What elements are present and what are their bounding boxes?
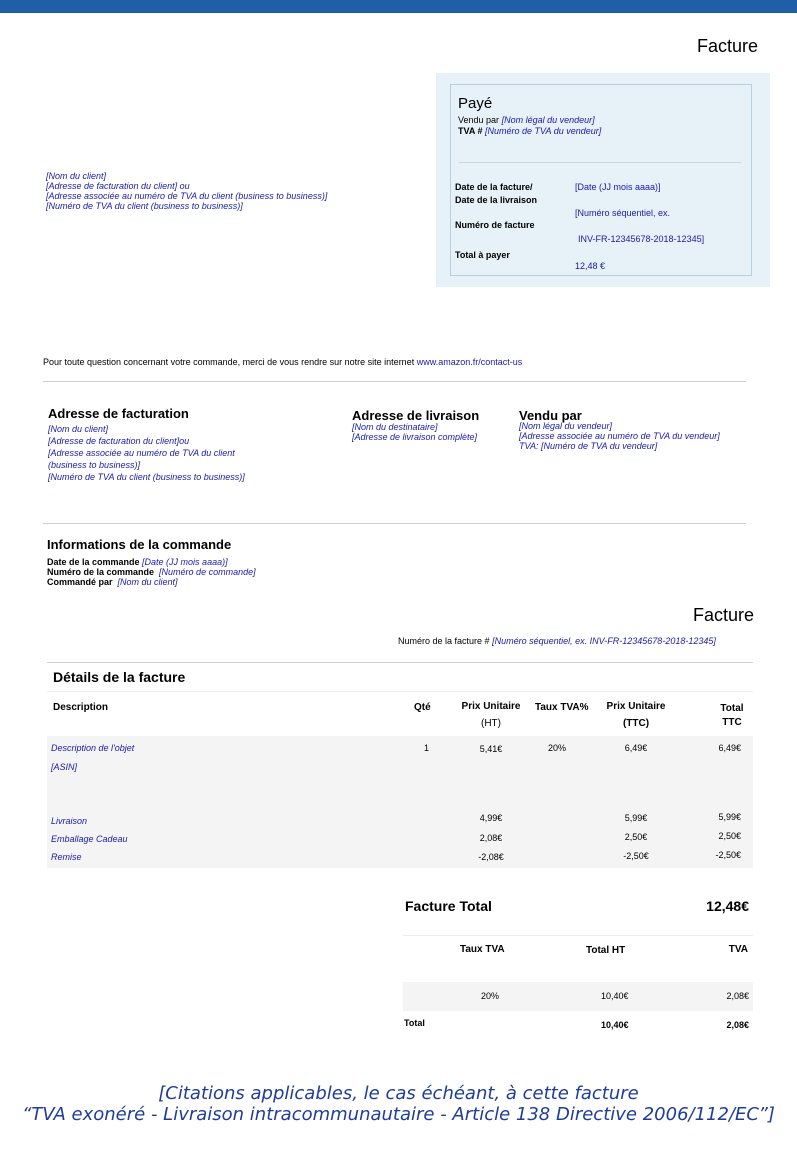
seller-line: [Adresse associée au numéro de TVA du vendeur]	[519, 431, 720, 441]
extra-unit-ht: 4,99€	[479, 813, 503, 823]
billing-address	[48, 423, 245, 483]
ordered-by-value: [Nom du client]	[117, 577, 178, 587]
divider	[47, 691, 753, 692]
col-total-line: TTC	[722, 717, 742, 728]
order-info-title: Informations de la commande	[47, 537, 232, 552]
col-qty: Qté	[414, 702, 431, 713]
payment-status: Payé	[458, 95, 493, 112]
vat-row-rate: 20%	[481, 991, 500, 1001]
shipping-address	[352, 422, 477, 442]
contact-text: Pour toute question concernant votre commande, merci de vous rendre sur notre site internet	[43, 357, 415, 367]
order-number-row	[47, 567, 256, 577]
item-unit-ttc: 6,49€	[624, 743, 648, 753]
item-qty: 1	[424, 743, 430, 753]
col-unit-ht	[455, 701, 527, 729]
paid-vat	[458, 126, 601, 136]
divider	[43, 523, 746, 524]
seller-address	[519, 421, 720, 451]
vat-rate-header: Taux TVA	[460, 944, 505, 955]
extra-total: -2,50€	[715, 850, 741, 860]
seller-line: TVA: [Numéro de TVA du vendeur]	[519, 441, 658, 451]
extra-label: Emballage Cadeau	[51, 834, 128, 844]
invoice-number-label: Numéro de facture	[455, 220, 535, 230]
delivery-date-label: Date de la livraison	[455, 195, 538, 205]
invoice-number-value-cont: INV-FR-12345678-2018-12345]	[578, 234, 705, 244]
ordered-by-row	[47, 577, 256, 587]
extra-unit-ttc: -2,50€	[623, 851, 649, 861]
order-number-value: [Numéro de commande]	[159, 567, 256, 577]
vat-row-ht: 10,40€	[601, 991, 629, 1001]
total-row-label: Total	[404, 1018, 425, 1028]
shipping-line: [Adresse de livraison complète]	[352, 432, 478, 442]
date-value: [Date (JJ mois aaaa)]	[575, 182, 661, 192]
divider	[403, 935, 753, 936]
invoice-date-label: Date de la facture/	[455, 182, 533, 192]
order-info	[47, 557, 256, 587]
billing-line: (business to business)]	[48, 460, 141, 470]
vat-value: [Numéro de TVA du vendeur]	[485, 126, 602, 136]
billing-title: Adresse de facturation	[48, 406, 189, 421]
invoice-total-value: 12,48€	[706, 898, 749, 914]
shipping-line: [Nom du destinataire]	[352, 422, 438, 432]
sold-by-value: [Nom légal du vendeur]	[501, 115, 595, 125]
details-title: Détails de la facture	[53, 669, 186, 685]
billing-line: [Nom du client]	[48, 424, 109, 434]
contact-line	[43, 357, 522, 367]
item-description: Description de l'objet	[51, 743, 135, 753]
extra-unit-ht: -2,08€	[478, 852, 504, 862]
item-unit-ht: 5,41€	[479, 744, 503, 754]
item-vat-rate: 20%	[548, 743, 567, 753]
order-date-row	[47, 557, 256, 567]
invoice-number-line	[398, 636, 716, 646]
extra-total: 5,99€	[718, 812, 741, 822]
details-body	[47, 736, 753, 868]
total-ht-header: Total HT	[586, 945, 626, 956]
divider	[43, 381, 746, 382]
total-due-label: Total à payer	[455, 250, 510, 260]
total-row-tva: 2,08€	[726, 1020, 749, 1030]
col-description: Description	[53, 702, 109, 713]
total-row-ht: 10,40€	[601, 1020, 629, 1030]
client-address	[46, 171, 327, 211]
invoice-number-value: [Numéro séquentiel, ex. INV-FR-12345678-2018-12345]	[492, 636, 716, 646]
col-unit-ttc	[600, 701, 672, 729]
footer-line: “TVA exonéré - Livraison intracommunautaire - Article 138 Directive 2006/112/EC”]	[22, 1104, 775, 1125]
billing-line: [Numéro de TVA du client (business to business)]	[48, 472, 245, 482]
seller-title: Vendu par	[519, 408, 582, 423]
total-due-value: 12,48 €	[575, 261, 606, 271]
extra-total: 2,50€	[718, 831, 741, 841]
order-date-label: Date de la commande	[47, 557, 140, 567]
extra-label: Remise	[51, 852, 82, 862]
item-asin: [ASIN]	[51, 762, 78, 772]
footer-line: [Citations applicables, le cas échéant, à cette facture	[158, 1083, 639, 1104]
paid-box-frame	[450, 84, 752, 276]
client-line: [Nom du client]	[46, 171, 107, 181]
paid-box-divider	[459, 162, 741, 163]
invoice-number-label: Numéro de la facture #	[398, 636, 490, 646]
contact-link[interactable]: www.amazon.fr/contact-us	[416, 357, 523, 367]
paid-sold-by	[458, 115, 595, 125]
extra-label: Livraison	[51, 816, 88, 826]
footer-note	[0, 1083, 797, 1125]
vat-row-tva: 2,08€	[726, 991, 749, 1001]
col-total-line: Total	[720, 703, 744, 714]
col-unit-ttc-line: (TTC)	[622, 718, 650, 729]
order-number-label: Numéro de la commande	[47, 567, 155, 577]
billing-line: [Adresse de facturation du client]ou	[48, 436, 190, 446]
client-line: [Adresse de facturation du client] ou	[46, 181, 190, 191]
invoice-title: Facture	[693, 605, 755, 625]
col-unit-ht-line: (HT)	[481, 718, 501, 729]
extra-unit-ht: 2,08€	[479, 833, 503, 843]
divider	[47, 662, 753, 663]
seller-line: [Nom légal du vendeur]	[519, 421, 613, 431]
invoice-number-value: [Numéro séquentiel, ex.	[575, 208, 671, 218]
vat-header: TVA	[728, 944, 748, 955]
client-line: [Numéro de TVA du client (business to business)]	[46, 201, 243, 211]
col-unit-ht-line: Prix Unitaire	[461, 701, 521, 712]
extra-unit-ttc: 5,99€	[624, 813, 648, 823]
extra-unit-ttc: 2,50€	[624, 832, 648, 842]
sold-by-label: Vendu par	[458, 115, 500, 125]
shipping-title: Adresse de livraison	[352, 408, 480, 423]
ordered-by-label: Commandé par	[47, 577, 113, 587]
invoice-total-label: Facture Total	[405, 898, 492, 914]
vat-label: TVA #	[458, 126, 483, 136]
col-vat-rate: Taux TVA%	[535, 702, 589, 713]
billing-line: [Adresse associée au numéro de TVA du client	[48, 448, 235, 458]
client-line: [Adresse associée au numéro de TVA du client (business to business)]	[46, 191, 328, 201]
page-title: Facture	[697, 36, 759, 56]
col-total	[712, 703, 752, 728]
item-total: 6,49€	[718, 743, 741, 753]
col-unit-ttc-line: Prix Unitaire	[606, 701, 666, 712]
order-date-value: [Date (JJ mois aaaa)]	[142, 557, 228, 567]
top-bar	[0, 0, 797, 13]
